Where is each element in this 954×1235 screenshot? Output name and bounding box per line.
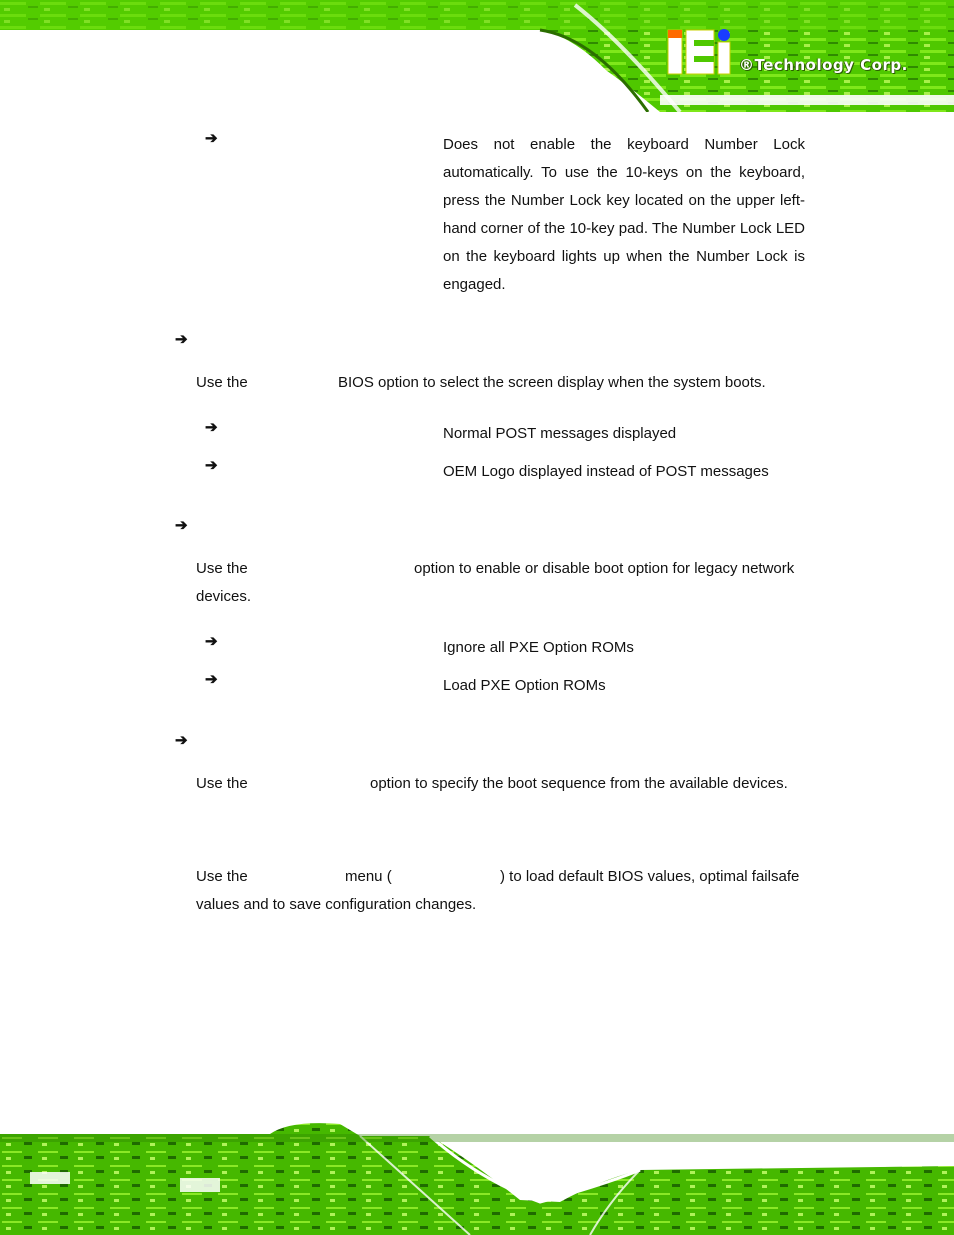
quiet-boot-intro-suffix: BIOS option to select the screen display when the system boots. (338, 374, 766, 391)
arrow-right-icon: ➔ (175, 517, 188, 534)
page-header (0, 0, 954, 112)
arrow-right-icon: ➔ (205, 633, 218, 650)
save-exit-intro-line2: values and to save configuration changes. (196, 896, 477, 913)
quiet-boot-option-2: OEM Logo displayed instead of POST messages (443, 463, 769, 480)
launch-pxe-intro-prefix: Use the (196, 560, 248, 577)
arrow-right-icon: ➔ (205, 457, 218, 474)
arrow-right-icon: ➔ (205, 130, 218, 147)
arrow-right-icon: ➔ (205, 671, 218, 688)
page-footer (0, 1120, 954, 1235)
save-exit-intro-mid2: ) to load default BIOS values, optimal failsafe (500, 868, 800, 885)
logo-tagline: ®Technology Corp. (739, 56, 908, 74)
quiet-boot-option-1: Normal POST messages displayed (443, 425, 677, 442)
launch-pxe-intro-suffix: option to enable or disable boot option for legacy network (414, 560, 795, 577)
arrow-right-icon: ➔ (175, 732, 188, 749)
launch-pxe-intro-line2: devices. (196, 588, 252, 605)
launch-pxe-option-1: Ignore all PXE Option ROMs (443, 639, 634, 656)
save-exit-intro-mid1: menu ( (345, 868, 392, 885)
arrow-right-icon: ➔ (175, 331, 188, 348)
quiet-boot-intro-prefix: Use the (196, 374, 248, 391)
circuit-board-footer-art (0, 1120, 954, 1235)
launch-pxe-option-2: Load PXE Option ROMs (443, 677, 606, 694)
boot-priority-intro-suffix: option to specify the boot sequence from the available devices. (370, 775, 788, 792)
numlock-off-description: Does not enable the keyboard Number Lock automatically. To use the 10-keys on the keyboard, press the Number Lock key located on the upper left-hand corner of the 10-key pad. The Number Lock LED on the keyboard lights up when the Number Lock is engaged. (443, 136, 805, 293)
boot-priority-intro-prefix: Use the (196, 775, 248, 792)
arrow-right-icon: ➔ (205, 419, 218, 436)
save-exit-intro-prefix: Use the (196, 868, 248, 885)
